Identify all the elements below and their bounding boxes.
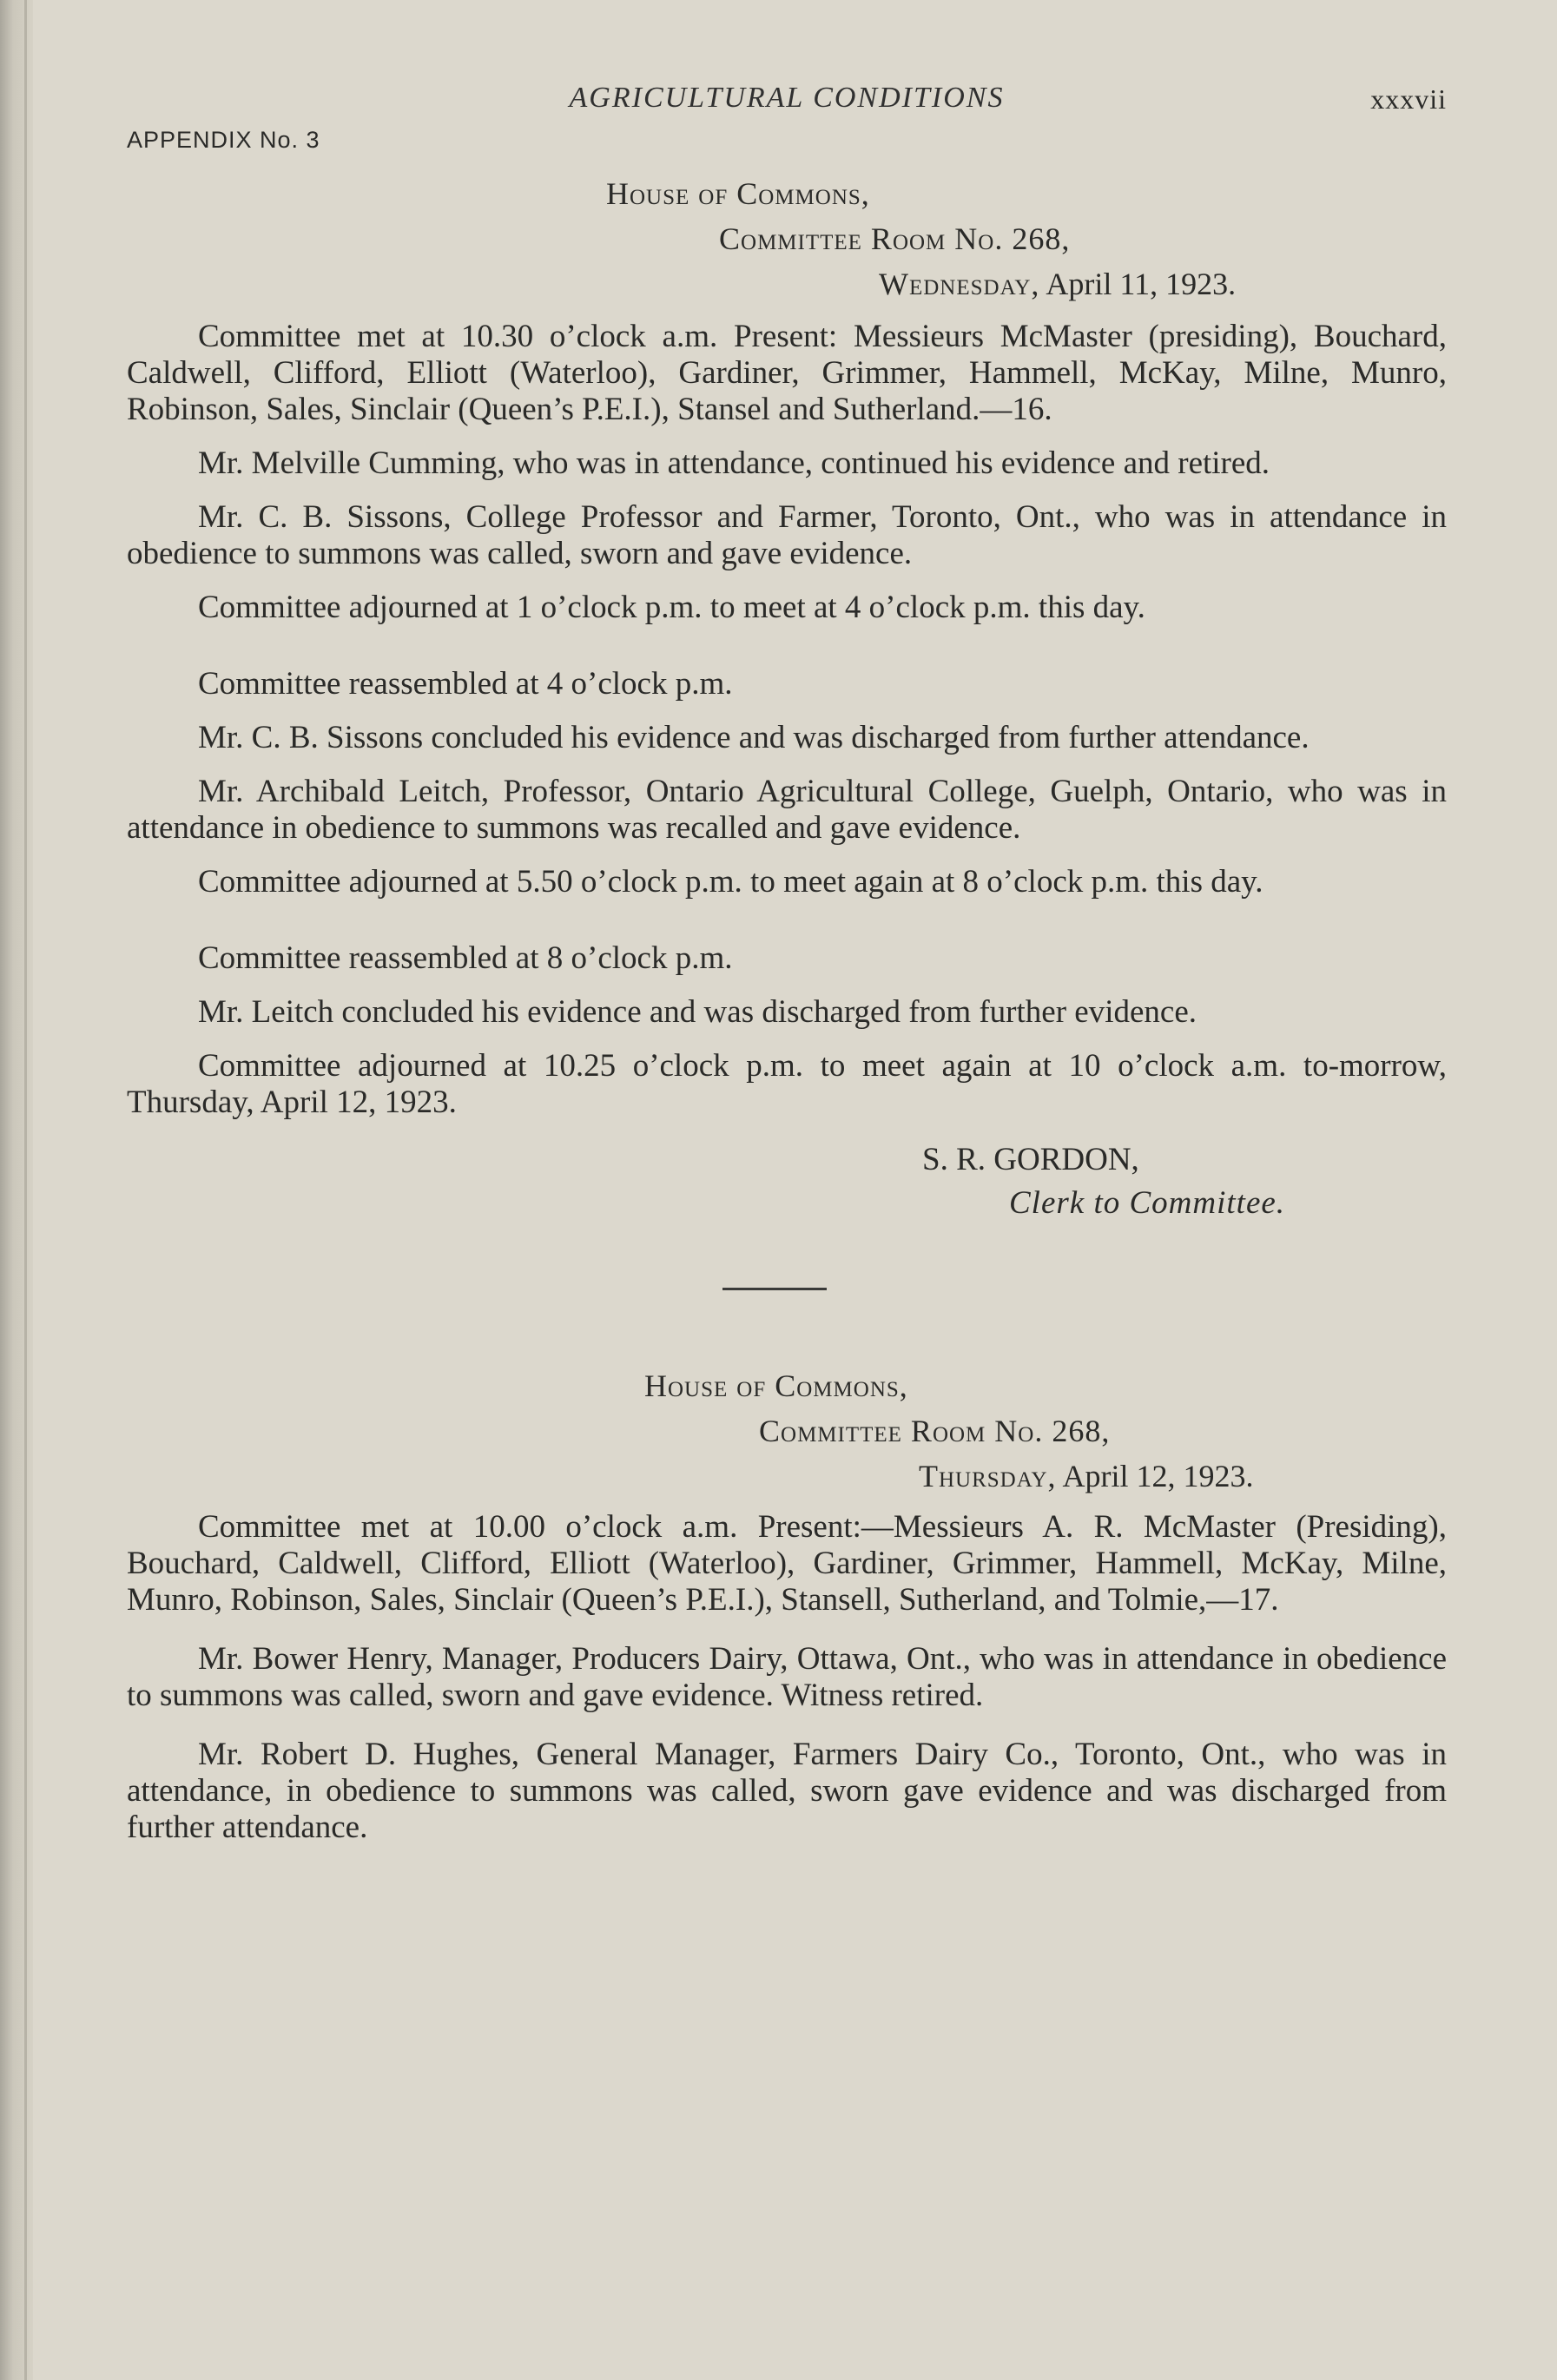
session-1-paragraph-11: Committee adjourned at 10.25 o’clock p.m. to meet again at 10 o’clock a.m. to-morrow, Thursday, April 12, 1923. xyxy=(127,1048,1447,1120)
running-head xyxy=(127,78,1447,122)
session-1-address xyxy=(127,171,1447,307)
address-date-rest: April 11, 1923. xyxy=(1039,267,1237,301)
document-page xyxy=(127,78,1447,1846)
address-room: Committee Room No. 268, xyxy=(759,1414,1111,1448)
address-house: House of Commons, xyxy=(644,1368,908,1403)
address-weekday: Thursday, xyxy=(919,1459,1057,1493)
session-2-paragraph-3: Mr. Robert D. Hughes, General Manager, Farmers Dairy Co., Toronto, Ont., who was in attendance, in obedience to summons was called, sworn gave evidence and was discharged from further attendance. xyxy=(127,1737,1447,1845)
session-2-paragraph-1: Committee met at 10.00 o’clock a.m. Present:—Messieurs A. R. McMaster (Presiding), Bouchard, Caldwell, Clifford, Elliott (Waterloo), Gardiner, Grimmer, Hammell, McKay, Milne, Munro, Robinson, Sales, Sinclair (Queen’s P.E.I.), Stansell, Sutherland, and Tolmie,—17. xyxy=(127,1509,1447,1618)
signature-block xyxy=(127,1138,1447,1225)
address-date xyxy=(127,1454,1447,1499)
book-spine-shadow xyxy=(0,0,33,2380)
session-1-paragraph-9: Committee reassembled at 8 o’clock p.m. xyxy=(198,940,733,976)
session-1-paragraph-8: Committee adjourned at 5.50 o’clock p.m. to meet again at 8 o’clock p.m. this day. xyxy=(198,864,1263,900)
session-2-address xyxy=(127,1363,1447,1499)
appendix-label: APPENDIX No. 3 xyxy=(127,127,320,153)
session-1-paragraph-7: Mr. Archibald Leitch, Professor, Ontario Agricultural College, Guelph, Ontario, who was in attendance in obedience to summons was recalled and gave evidence. xyxy=(127,774,1447,846)
spine-edge-line xyxy=(24,0,27,2380)
address-weekday: Wednesday, xyxy=(879,267,1040,301)
address-date-rest: April 12, 1923. xyxy=(1056,1459,1254,1493)
address-room: Committee Room No. 268, xyxy=(719,221,1071,256)
address-house: House of Commons, xyxy=(606,176,870,211)
signature-role: Clerk to Committee. xyxy=(1009,1185,1286,1221)
session-1-paragraph-1: Committee met at 10.30 o’clock a.m. Present: Messieurs McMaster (presiding), Bouchard, Caldwell, Clifford, Elliott (Waterloo), Gardiner, Grimmer, Hammell, McKay, Milne, Munro, Robinson, Sales, Sinclair (Queen’s P.E.I.), Stansel and Sutherland.—16. xyxy=(127,319,1447,427)
session-1-paragraph-4: Committee adjourned at 1 o’clock p.m. to meet at 4 o’clock p.m. this day. xyxy=(198,590,1145,625)
session-1-paragraph-10: Mr. Leitch concluded his evidence and was discharged from further evidence. xyxy=(198,994,1197,1030)
session-2-paragraph-2: Mr. Bower Henry, Manager, Producers Dairy, Ottawa, Ont., who was in attendance in obedience to summons was called, sworn and gave evidence. Witness retired. xyxy=(127,1641,1447,1713)
signature-name: S. R. GORDON, xyxy=(922,1142,1139,1177)
section-divider xyxy=(722,1288,827,1290)
running-head-title: AGRICULTURAL CONDITIONS xyxy=(569,82,1005,114)
session-1-paragraph-6: Mr. C. B. Sissons concluded his evidence and was discharged from further attendance. xyxy=(198,720,1310,755)
page-number: xxxvii xyxy=(1370,83,1447,115)
session-1-paragraph-5: Committee reassembled at 4 o’clock p.m. xyxy=(198,666,733,702)
address-date xyxy=(127,261,1447,307)
session-1-paragraph-2: Mr. Melville Cumming, who was in attendance, continued his evidence and retired. xyxy=(198,445,1270,481)
session-1-paragraph-3: Mr. C. B. Sissons, College Professor and Farmer, Toronto, Ont., who was in attendance in obedience to summons was called, sworn and gave evidence. xyxy=(127,499,1447,571)
